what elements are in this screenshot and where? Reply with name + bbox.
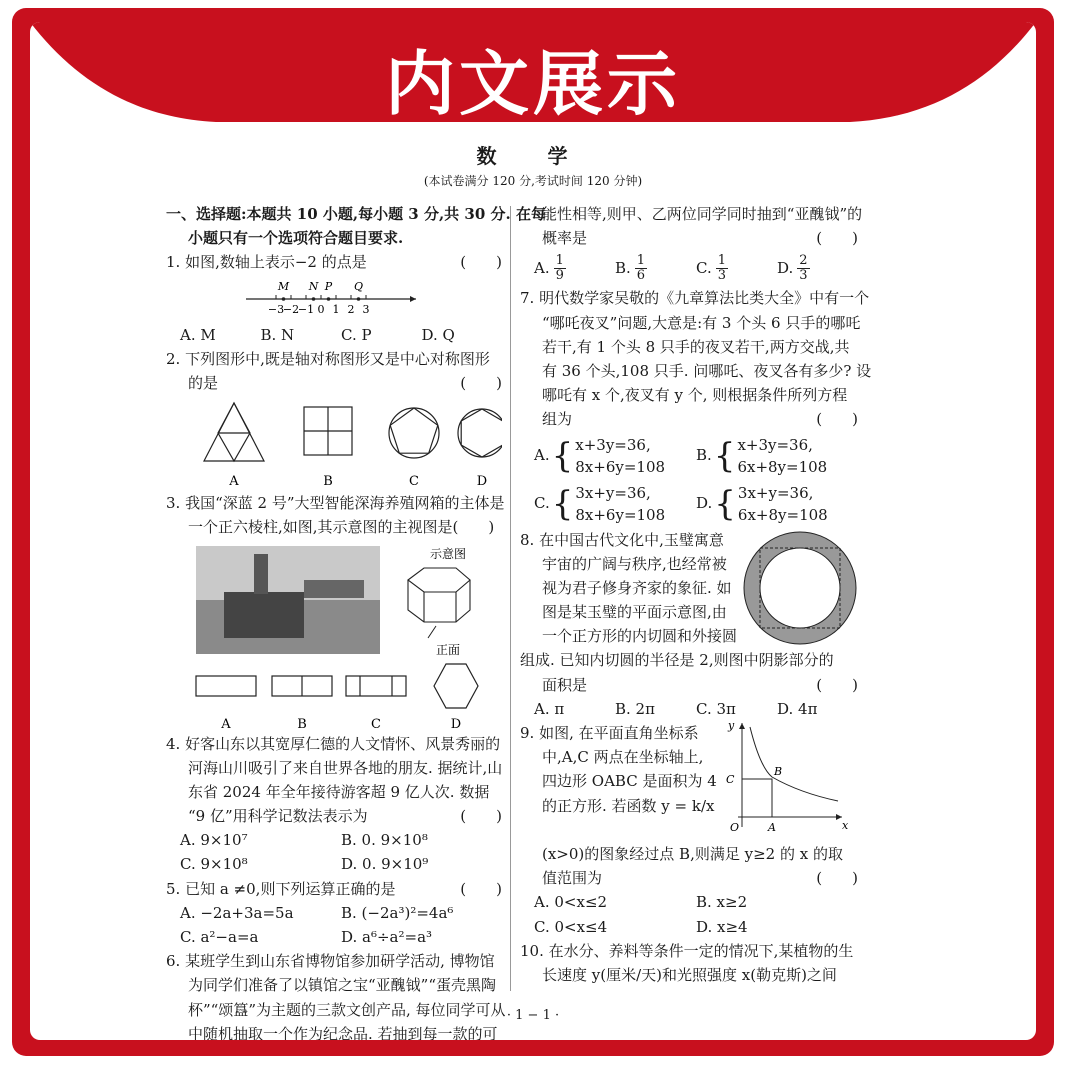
text-line [166,491,505,515]
axis-label-y: y [728,719,735,732]
question-text: 组为 [542,410,573,429]
text-line [520,432,858,480]
answer-option: B. (−2a³)²=4a⁶ [341,903,454,922]
column-divider [510,206,511,991]
answer-option: A. M [180,325,216,344]
question-text: 四边形 OABC 是面积为 4 [542,772,717,791]
text-line [520,963,858,987]
text-line [520,745,858,769]
right-column [520,202,872,987]
equation: 6x+8y=108 [737,505,828,524]
subject-title: 数 学 [476,144,590,168]
figure-photo [166,540,502,658]
symmetry-shapes-figure [166,395,502,491]
text-line [166,852,502,876]
answer-option: A. 0<x≤2 [534,893,608,912]
question-text: 概率是 [542,229,588,248]
text-line [520,250,858,286]
point-label: N [308,279,319,293]
question-text: 小题只有一个选项符合题目要求. [188,229,404,248]
question-text: “9 亿”用科学记数法表示为 [188,807,368,826]
caption-bottom: 正面 [436,642,461,657]
answer-option [534,480,696,528]
text-line [520,818,858,842]
origin-label: O [730,821,740,834]
answer-blank: ( ) [816,229,858,248]
option-letter: A. [534,446,550,465]
option-label: D [450,716,462,732]
answer-blank: ( ) [460,807,502,826]
figure-views [166,658,502,732]
figure-shapes [166,395,502,491]
option-label: A [229,474,239,490]
exam-note: (本试卷满分 120 分,考试时间 120 分钟) [423,174,643,188]
answer-option [777,250,858,286]
option-letter: B. [696,446,712,465]
answer-option: C. 0<x≤4 [534,917,608,936]
answer-blank: ( ) [816,410,858,429]
point-b-label: B [774,765,783,778]
text-line [166,973,502,997]
question-text: 4. 好客山东以其宽厚仁德的人文情怀、风景秀丽的 [166,734,501,753]
fraction-numerator: 1 [717,252,726,268]
question-text: 视为君子修身齐家的象征. 如 [542,578,732,597]
question-text: (x>0)的图象经过点 B,则满足 y≥2 的 x 的取 [542,844,843,863]
text-line [520,866,858,890]
banner-title: 内文展示 [385,43,681,125]
answer-option: A. 9×10⁷ [180,831,248,850]
text-line [520,383,858,407]
equation: 3x+y=36, [737,483,814,502]
question-text: 一个正六棱柱,如图,其示意图的主视图是( ) [188,518,495,537]
text-line [166,226,502,250]
text-line [166,804,502,828]
question-text: 若干,有 1 个头 8 只手的夜叉若干,两方交战,共 [542,337,850,356]
question-text: 值范围为 [542,869,603,888]
fraction-numerator: 1 [636,252,646,268]
question-text: 3. 我国“深蓝 2 号”大型智能深海养殖网箱的主体是 [166,494,505,513]
text-line [520,648,858,672]
question-text: 一、选择题:本题共 10 小题,每小题 3 分,共 30 分. 在每 [166,205,546,223]
question-text: 长速度 y(厘米/天)和光照强度 x(勒克斯)之间 [542,965,837,984]
answer-blank: ( ) [460,879,502,898]
brace: { [551,435,574,476]
answer-option: D. x≥4 [696,917,748,936]
option-letter: D. [777,259,794,278]
tick-label: 1 [332,302,340,316]
front-view-options-figure [166,658,502,732]
question-text: 中随机抽取一个作为纪念品. 若抽到每一款的可 [188,1024,498,1040]
answer-option: D. a⁶÷a²=a³ [341,928,433,946]
answer-blank: ( ) [460,373,502,392]
deep-blue-photo-figure [166,540,502,658]
answer-option: B. x≥2 [696,893,748,912]
answer-option: A. π [534,699,565,718]
text-line [166,323,502,347]
tick-label: 2 [347,302,355,316]
text-line [166,901,502,925]
exam-paper [30,22,1036,1040]
text-line [520,286,870,310]
text-line [166,877,502,901]
equation: x+3y=36, [737,435,813,454]
text-line [166,371,502,395]
question-text: “哪吒夜叉”问题,大意是:有 3 个头 6 只手的哪吒 [542,313,861,332]
question-text: 7. 明代数学家吴敬的《九章算法比类大全》中有一个 [520,289,870,308]
answer-blank: ( ) [460,253,502,272]
option-label: B [297,716,307,732]
text-line [520,794,858,818]
equation: x+3y=36, [575,435,651,454]
option-letter: A. [534,259,550,278]
fraction-numerator: 2 [799,252,808,268]
question-text: 能性相等,则甲、乙两位同学同时抽到“亚醜钺”的 [542,205,863,223]
option-letter: C. [534,494,550,513]
answer-option: B. N [260,325,295,344]
brace: { [551,483,574,524]
text-line [520,226,858,250]
question-text: 为同学们准备了以镇馆之宝“亚醜钺”“蛋壳黑陶 [188,976,497,995]
question-text: 的是 [188,373,219,392]
tick-label: −1 [297,302,315,316]
option-label: C [409,474,419,490]
text-line [520,202,863,226]
text-line [520,407,858,431]
text-line [166,925,502,949]
caption-top: 示意图 [430,546,467,561]
brace: { [713,435,736,476]
tick-label: −3 [267,302,285,316]
question-text: 宇宙的广阔与秩序,也经常被 [542,554,727,573]
text-line [166,949,502,973]
question-text: 10. 在水分、养料等条件一定的情况下,某植物的生 [520,941,854,960]
question-text: 1. 如图,数轴上表示−2 的点是 [166,253,367,272]
question-text: 8. 在中国古代文化中,玉璧寓意 [520,530,724,549]
text-line [520,842,858,866]
question-text: 2. 下列图形中,既是轴对称图形又是中心对称图形 [166,349,490,368]
option-label: D [476,474,488,490]
axis-label-x: x [842,819,849,832]
fraction-numerator: 1 [555,252,564,268]
question-text: 图是某玉璧的平面示意图,由 [542,603,727,622]
option-label: A [221,716,231,732]
option-letter: C. [696,259,712,278]
text-line [520,576,858,600]
equation: 3x+y=36, [575,483,651,502]
question-text: 6. 某班学生到山东省博物馆参加研学活动, 博物馆 [166,952,495,971]
fraction-denominator: 9 [555,267,564,283]
text-line [166,732,502,756]
answer-option [696,432,858,480]
answer-option: C. a²−a=a [180,928,259,946]
text-line [520,552,858,576]
text-line [520,311,861,335]
brace: { [714,483,736,524]
question-text: 的正方形. 若函数 y = k/x [542,796,715,815]
question-text: 面积是 [542,675,588,694]
text-line [520,335,858,359]
text-line [520,673,858,697]
answer-option: D. 0. 9×10⁹ [341,855,429,874]
equation: 8x+6y=108 [575,505,666,524]
question-text: 中,A,C 两点在坐标轴上, [542,748,704,767]
text-line [520,890,858,914]
equation: 8x+6y=108 [575,457,666,476]
question-text: 9. 如图, 在平面直角坐标系 [520,724,699,742]
answer-option [696,480,858,528]
text-line [520,939,858,963]
answer-option [534,432,696,480]
point-label: Q [353,279,364,293]
text-line [166,780,502,804]
question-text: 东省 2024 年全年接待游客超 9 亿人次. 数据 [188,782,490,801]
figure-numline [166,275,502,323]
text-line [166,828,502,852]
question-text: 河海山川吸引了来自世界各地的朋友. 据统计,山 [188,758,503,777]
text-line [166,250,502,274]
fraction-denominator: 6 [636,267,646,283]
number-line-figure [166,275,502,323]
text-line [520,769,858,793]
text-line [520,528,858,552]
text-line [166,347,502,371]
question-text: 5. 已知 a ≠0,则下列运算正确的是 [166,879,396,898]
tick-label: 3 [362,302,370,316]
question-text: 组成. 已知内切圆的半径是 2,则图中阴影部分的 [520,651,834,670]
answer-option: D. 4π [777,699,818,718]
tick-label: −2 [282,302,300,316]
question-text: 哪吒有 x 个,夜叉有 y 个, 则根据条件所列方程 [542,386,848,405]
option-letter: B. [615,259,631,278]
answer-option [534,250,615,286]
text-line [520,624,858,648]
answer-option: C. 9×10⁸ [180,855,248,874]
option-letter: D. [696,494,713,513]
answer-option: B. 0. 9×10⁸ [341,831,428,850]
question-text: 杯”“颂簋”为主题的三款文创产品, 每位同学可从 [188,1000,506,1019]
equation: 6x+8y=108 [737,457,828,476]
question-text: 一个正方形的内切圆和外接圆 [542,627,738,646]
answer-blank: ( ) [816,869,858,888]
answer-option [696,250,777,286]
answer-option: B. 2π [615,699,655,718]
answer-option [615,250,696,286]
point-c-label: C [726,773,735,786]
text-line [520,915,858,939]
fraction-denominator: 3 [799,267,808,283]
answer-option: C. P [341,325,372,344]
answer-option: A. −2a+3a=5a [180,903,294,922]
answer-blank: ( ) [816,675,858,694]
point-a-label: A [768,821,776,834]
text-line [520,359,872,383]
page-number: · 1 − 1 · [506,1008,560,1023]
text-line [166,515,502,539]
text-line [166,202,546,226]
text-line [520,600,858,624]
question-text: 有 36 个头,108 只手. 问哪吒、夜叉各有多少? 设 [542,361,872,380]
fraction-denominator: 3 [717,267,726,283]
point-label: P [324,279,333,293]
option-label: B [323,474,333,490]
option-label: C [371,716,381,732]
text-line [520,480,858,528]
point-label: M [277,279,290,293]
answer-option: D. Q [421,325,455,344]
text-line [166,1022,502,1040]
tick-label: 0 [317,302,325,316]
answer-option: C. 3π [696,699,736,718]
text-line [166,756,502,780]
